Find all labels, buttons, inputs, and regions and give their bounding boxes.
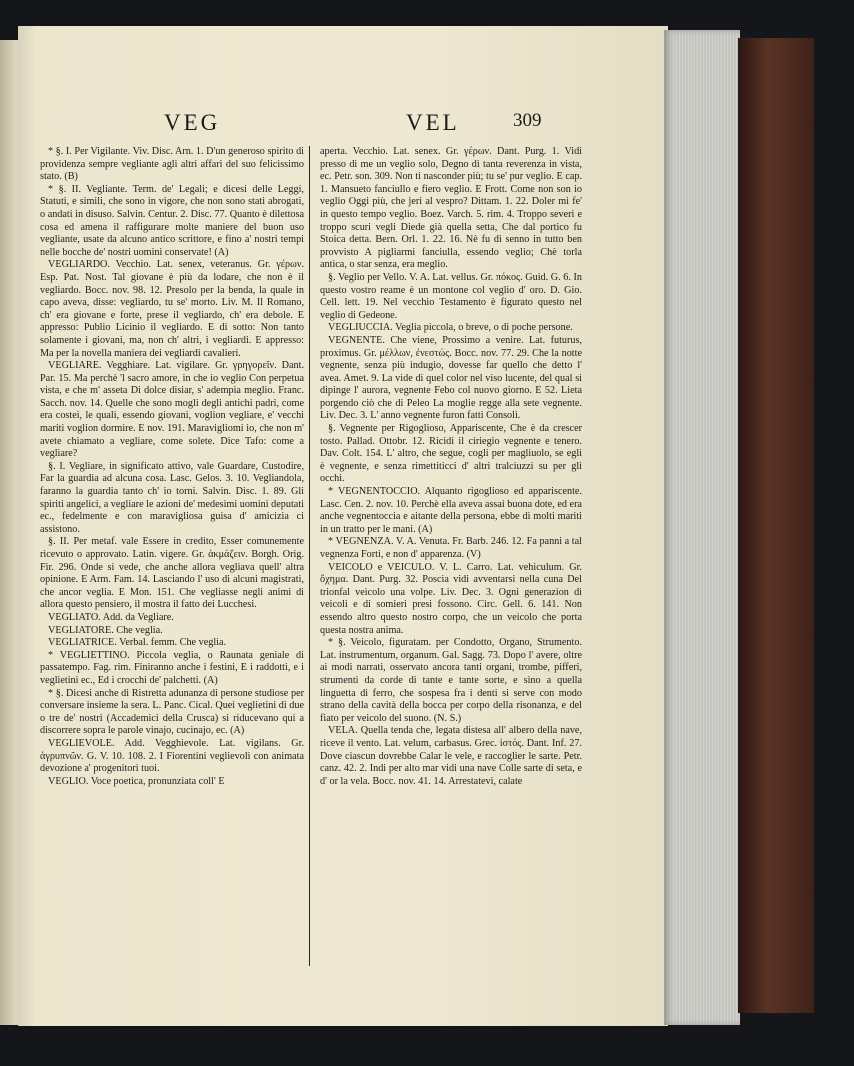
column-rule bbox=[309, 146, 310, 966]
entry: * VEGLIETTINO. Piccola veglia, o Raunata geniale di passatempo. Fag. rim. Finiranno anche i festini, E i raddotti, e i veglietini ec., Ed i crocchi de' palchetti. (A) bbox=[40, 649, 304, 686]
right-column bbox=[320, 146, 582, 1026]
entry: * VEGNENTOCCIO. Alquanto rigoglioso ed appariscente. Lasc. Cen. 2. nov. 10. Perchè ella aveva assai buona dote, ed era anche vegnentoccia e aitante della persona, ebbe di molti mariti in un tratto per le mani. (A) bbox=[320, 486, 582, 535]
entry: §. II. Per metaf. vale Essere in credito, Esser comunemente ricevuto o approvato. Latin. vigere. Gr. ἀκμάζειν. Borgh. Orig. Fir. 296. Onde si vede, che anche allora vegliava quell' altra opinione. E Arm. Fam. 14. Lasciando l' uso di alcuni magistrati, che ancor veglia. E Mon. 151. Che vegliasse negli animi di allora questo pensiero, il mostra il fatto dei Lucchesi. bbox=[40, 536, 304, 611]
entry: VEGLIUCCIA. Veglia piccola, o breve, o di poche persone. bbox=[328, 322, 573, 334]
running-head-right: VEL bbox=[406, 110, 460, 135]
entry: VEGLIARDO. Vecchio. Lat. senex, veteranus. Gr. γέρων. Esp. Pat. Nost. Tal giovane è più da lodare, che non è il vegliardo. Bocc. nov. 98. 12. Presolo per la benda, la quale in capo aveva, disse: vegliardo, tu se' morto. Liv. M. Il Romano, ch' era giovane e forte, prese il vegliardo, ch' era debole. E appresso: Publio Licinio il vegliardo. E di sotto: Non tanto solamente i giovani, ma, non ch' altri, i vegliardi. E appresso: Ma per la novella maniera dei vegliardi cavalieri. bbox=[40, 259, 304, 359]
entry: §. Veglio per Vello. V. A. Lat. vellus. Gr. πόκος. Guid. G. 6. In questo vostro reame è un montone col veglio d' oro. D. Gio. Cell. lett. 19. Nel vecchio Testamento è figurato questo nel veglio di Gedeone. bbox=[320, 271, 582, 321]
entry: VEGNENTE. Che viene, Prossimo a venire. Lat. futurus, proximus. Gr. μέλλων, ἐνεστώς. Bocc. nov. 77. 29. Che la notte vegnente, senza più indugio, dovesse far quello che detto l' avea. Amet. 9. La vide di quel color nel viso lucente, del qual si dipinge l' aurora, vegnente Febo col nuovo giorno. E 52. Lieta porgendo ciò che di Peleo La moglie regge alla sete vegnente. Liv. Dec. 3. L' anno vegnente furon fatti Consoli. bbox=[320, 334, 582, 422]
entry: VEGLIATORE. Che veglia. bbox=[48, 624, 163, 636]
entry: * §. I. Per Vigilante. Viv. Disc. Arn. 1. D'un generoso spirito di providenza sempre vegliante agli altri affari del suo felicissimo stato. (B) bbox=[40, 146, 304, 183]
page-edges bbox=[664, 30, 740, 1025]
entry: VEGLIATRICE. Verbal. femm. Che veglia. bbox=[48, 637, 227, 649]
entry: §. Vegnente per Rigoglioso, Appariscente, Che è da crescer tosto. Pallad. Ottobr. 12. Ricidi il ciriegio vegnente e tenero. Dav. Colt. 154. L' altro, che segue, cogli per magliuolo, se egli è vegnente, e senza rimettiticci d' altri tralciuzzi su per gli occhi. bbox=[320, 423, 582, 485]
entry: §. I. Vegliare, in significato attivo, vale Guardare, Custodire, Far la guardia ad alcuna cosa. Lasc. Gelos. 3. 10. Vegliandola, faranno la guardia tanto ch' io torni. Salvin. Disc. 1. 89. Gli spiriti angelici, a vegliare le azioni de' medesimi uomini deputati ec., fedelmente e con maravigliosa guisa d' amicizia ci assistono. bbox=[40, 460, 304, 535]
entry: aperta. Vecchio. Lat. senex. Gr. γέρων. Dant. Purg. 1. Vidi presso di me un veglio solo, Degno di tanta reverenza in vista, ec. Petr. son. 309. Non ti nasconder più; tu se' pur veglio. E cap. 1. Mansueto fanciullo e fiero veglio. E Frott. Come non son io veglio Oggi più, che jeri al vespro? Dittam. 1. 22. Doler mi fe' in questo tempo veglio. Boez. Varch. 5. rim. 4. Troppo severi e troppo scuri vegli Diede già quella setta, Che dal portico fu Stoica detta. Bern. Orl. 1. 22. 16. Nè fu di senno in tutto ben provvisto A pigliarmi fanciulla, essendo veglio; Chè torla antica, o star senza, era meglio. bbox=[320, 146, 582, 271]
entry: VEGLIARE. Vegghiare. Lat. vigilare. Gr. γρηγορεῖν. Dant. Par. 15. Ma perchè 'l sacro amore, in che io veglio Con perpetua vista, e che m' asseta Di dolce disiar, s' adempia meglio. Franc. Sacch. nov. 14. Quelle che sono mogli degli antichi padri, come era costei, le quali, essendo giovani, voglion vegliare, e' vecchi mariti voglion dormire. E nov. 191. Maravigliomi io, che non m' avete chiamato a vegliare, come solete. Dice Tafo: come a vegliare? bbox=[40, 360, 304, 460]
entry: VEGLIO. Voce poetica, pronunziata coll' E bbox=[48, 775, 225, 787]
entry: VEGLIATO. Add. da Vegliare. bbox=[48, 611, 174, 623]
left-page-edge bbox=[0, 40, 20, 1025]
entry: * §. Veicolo, figuratam. per Condotto, Organo, Strumento. Lat. instrumentum, organum. Gal. Sagg. 73. Dopo l' avere, oltre ai modi narrati, osservato ancora tanti organi, trombe, pifferi, strumenti da corde di tante e tante sorte, e sino a quella linguetta di ferro, che sospesa fra i denti si serve con modo strano della cavità della bocca per corpo della risonanza, e del fiato per veicolo del suono. (N. S.) bbox=[320, 637, 582, 724]
running-head-left: VEG bbox=[164, 110, 221, 135]
entry: VELA. Quella tenda che, legata distesa all' albero della nave, riceve il vento. Lat. velum, carbasus. Grec. ἱστός. Dant. Inf. 27. Dove ciascun dovrebbe Calar le vele, e raccoglier le sarte. Petr. canz. 42. 2. Indi per alto mar vidi una nave Colle sarte di seta, e d' or la vela. Bocc. nov. 41. 14. Arrestatevi, calate bbox=[320, 725, 582, 787]
page bbox=[18, 26, 668, 1026]
entry: * §. Dicesi anche di Ristretta adunanza di persone studiose per conversare insieme la sera. L. Panc. Cical. Quei veglietini di due o tre de' nostri (Accademici della Crusca) si riducevano qui a discorrere sopra le parole vinajo, cucinajo, ec. (A) bbox=[40, 687, 304, 737]
page-number: 309 bbox=[513, 110, 542, 131]
entry: * VEGNENZA. V. A. Venuta. Fr. Barb. 246. 12. Fa panni a tal vegnenza Forti, e non d' apparenza. (V) bbox=[320, 536, 582, 560]
entry: VEGLIEVOLE. Add. Vegghievole. Lat. vigilans. Gr. ἀγρυπνῶν. G. V. 10. 108. 2. I Fiorentini veglievoli con animata devozione a' progenitori tuoi. bbox=[40, 737, 304, 775]
entry: VEICOLO e VEICULO. V. L. Carro. Lat. vehiculum. Gr. ὄχημα. Dant. Purg. 32. Poscia vidi avventarsi nella cuna Del trionfal veicolo una volpe. Liv. Dec. 3. Ogni generazion di veicoli e di somieri presi fossono. Circ. Gell. 6. 141. Non essendo altro questo nostro corpo, che un veicolo che porta questa nostra anima. bbox=[320, 561, 582, 636]
entry: * §. II. Vegliante. Term. de' Legali; e dicesi delle Leggi, Statuti, e simili, che sono in vigore, che non sono stati abrogati, o andati in disuso. Salvin. Centur. 2. Disc. 77. Quanto è dilettosa cosa ed amena il raffigurare molte maniere del buon uso vegliante, usate da alcuno antico scrittore, e fino a' nostri tempi nelle bocche de' nostri uomini conservate! (A) bbox=[40, 183, 304, 258]
left-column bbox=[40, 146, 304, 1026]
book-cover bbox=[738, 38, 814, 1013]
